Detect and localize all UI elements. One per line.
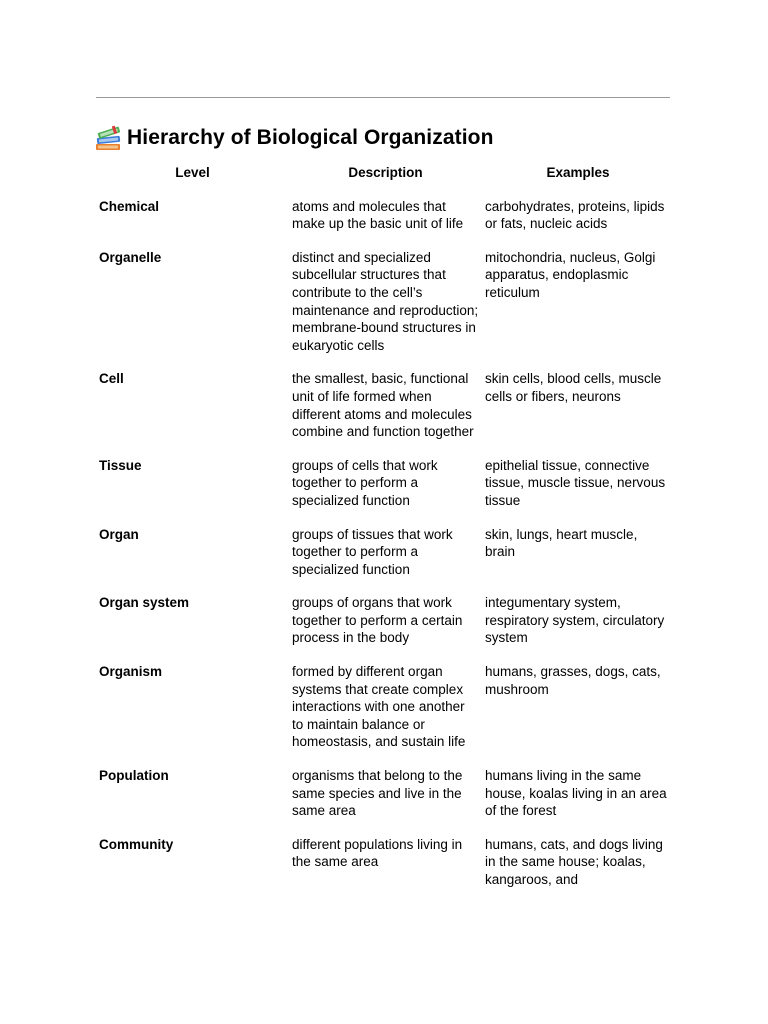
level-cell: Organ system xyxy=(99,595,190,611)
description-cell: distinct and specialized subcellular structures that contribute to the cell’s maintenance and reproduction; membrane-bound structures in eukaryotic cells xyxy=(292,249,479,353)
examples-cell: skin cells, blood cells, muscle cells or fibers, neurons xyxy=(485,371,662,404)
hierarchy-table xyxy=(96,161,674,902)
examples-cell: carbohydrates, proteins, lipids or fats, nucleic acids xyxy=(485,198,665,232)
examples-cell: mitochondria, nucleus, Golgi apparatus, endoplasmic reticulum xyxy=(485,249,656,300)
top-divider xyxy=(96,97,670,98)
level-cell: Cell xyxy=(99,371,124,387)
table-row xyxy=(96,454,674,523)
header-description: Description xyxy=(348,165,423,180)
table-row xyxy=(96,523,674,592)
description-cell: atoms and molecules that make up the basic unit of life xyxy=(292,198,464,232)
examples-cell: humans, cats, and dogs living in the same house; koalas, kangaroos, and xyxy=(485,836,663,887)
description-cell: groups of cells that work together to perform a specialized function xyxy=(292,457,438,508)
examples-cell: integumentary system, respiratory system, circulatory system xyxy=(485,595,665,646)
examples-cell: skin, lungs, heart muscle, brain xyxy=(485,526,638,560)
level-cell: Community xyxy=(99,836,174,852)
level-cell: Population xyxy=(99,768,169,784)
page-title: Hierarchy of Biological Organization xyxy=(127,126,494,149)
description-cell: groups of tissues that work together to perform a specialized function xyxy=(292,526,453,577)
level-cell: Chemical xyxy=(99,198,160,214)
table-row xyxy=(96,195,674,246)
header-level: Level xyxy=(175,165,210,180)
level-cell: Tissue xyxy=(99,457,142,473)
table-row xyxy=(96,367,674,453)
description-cell: formed by different organ systems that create complex interactions with one another to maintain balance or homeostasis, and sustain life xyxy=(292,664,466,750)
level-cell: Organism xyxy=(99,664,163,680)
table-row xyxy=(96,764,674,833)
header-examples: Examples xyxy=(546,165,610,180)
table-row xyxy=(96,591,674,660)
description-cell: organisms that belong to the same species and live in the same area xyxy=(292,768,463,819)
table-row xyxy=(96,833,674,902)
examples-cell: humans, grasses, dogs, cats, mushroom xyxy=(485,664,661,697)
description-cell: the smallest, basic, functional unit of life formed when different atoms and molecules combine and function together xyxy=(292,371,474,440)
examples-cell: epithelial tissue, connective tissue, muscle tissue, nervous tissue xyxy=(485,457,666,508)
title-row xyxy=(94,124,494,152)
examples-cell: humans living in the same house, koalas living in an area of the forest xyxy=(485,768,667,819)
table-header-row xyxy=(96,161,674,195)
level-cell: Organ xyxy=(99,526,139,542)
table-row xyxy=(96,660,674,764)
books-icon xyxy=(94,124,122,152)
table-row xyxy=(96,246,674,368)
description-cell: groups of organs that work together to perform a certain process in the body xyxy=(292,595,463,646)
level-cell: Organelle xyxy=(99,249,162,265)
description-cell: different populations living in the same area xyxy=(292,836,463,870)
